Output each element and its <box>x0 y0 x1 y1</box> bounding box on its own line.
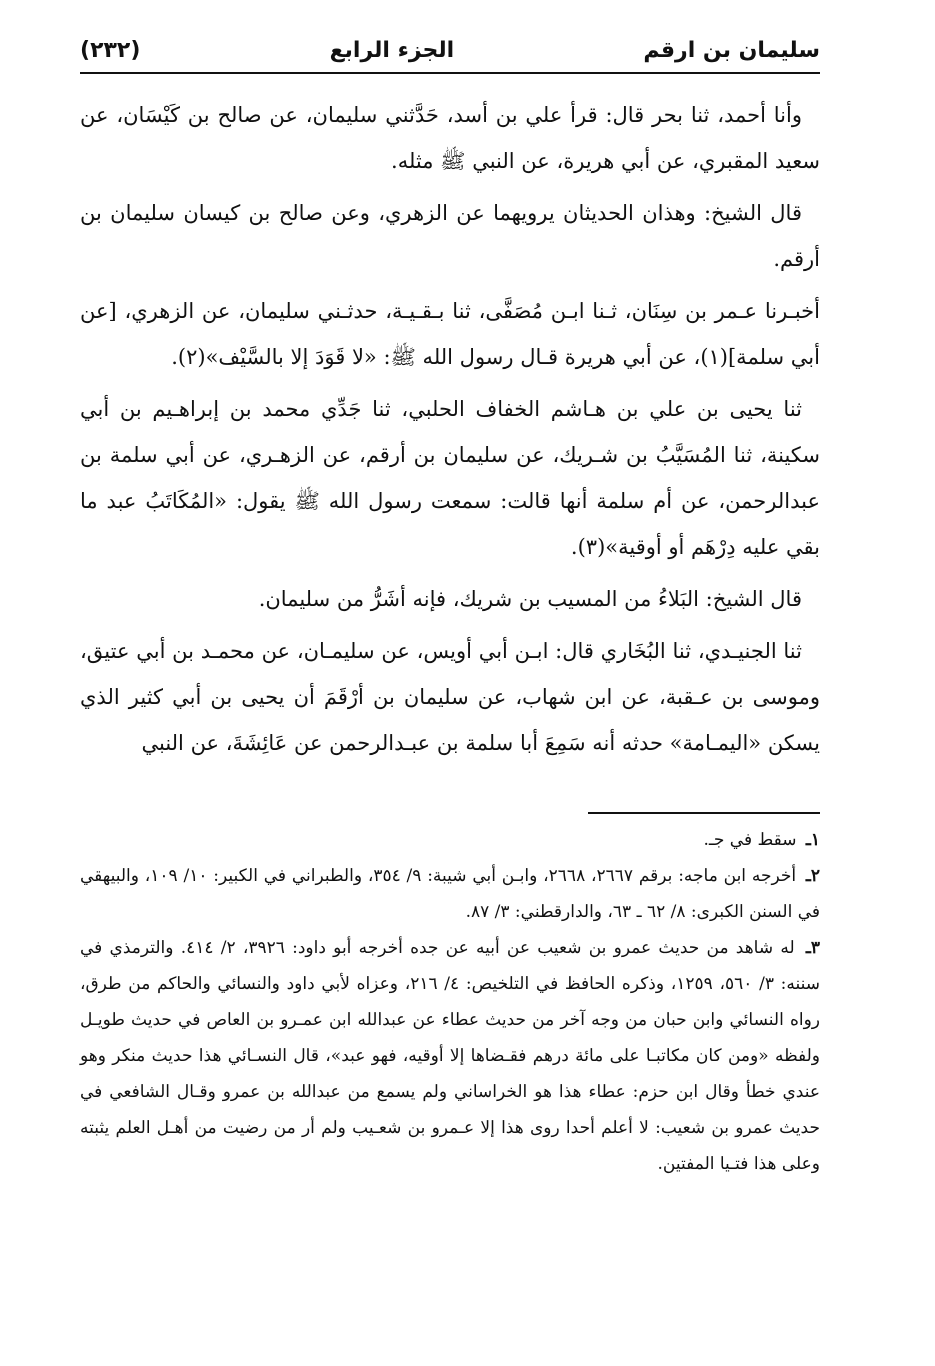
paragraph: قال الشيخ: وهذان الحديثان يرويهما عن الزهري، وعن صالح بن كيسان سليمان بن أرقم. <box>80 201 820 271</box>
paragraph: وأنا أحمد، ثنا بحر قال: قرأ علي بن أسد، حَدَّثني سليمان، عن صالح بن كَيْسَان، عن سعيد المقبري، عن أبي هريرة، عن النبي ﷺ مثله. <box>80 103 820 173</box>
paragraph: ثنا يحيى بن علي بن هـاشم الخفاف الحلبي، ثنا جَدِّي محمد بن إبراهـيم بن أبي سكينة، ثنا المُسَيَّبُ بن شـريك، عن سليمان بن أرقم، عن الزهـري، عن أبي سلمة بن عبدالرحمن، عن أم سلمة أنها قالت: سمعت رسول الله ﷺ يقول: «المُكَاتَبُ عبد ما بقي عليه دِرْهَم أو أوقية»(٣). <box>80 397 820 559</box>
footnote-3 <box>80 930 820 1182</box>
footnote-number: ١ـ <box>805 830 820 850</box>
footnote-number: ٣ـ <box>805 938 820 958</box>
page-number: (٢٣٢) <box>80 37 141 63</box>
footnote-text: أخرجه ابن ماجه: برقم ٢٦٦٧، ٢٦٦٨، وابـن أبي شيبة: ٩/ ٣٥٤، والطبراني في الكبير: ١٠/ ١٠٩، والبيهقي في السنن الكبرى: ٨/ ٦٢ ـ ٦٣، والدارقطني: ٣/ ٨٧. <box>80 866 820 922</box>
footnote-2 <box>80 858 820 930</box>
paragraph: قال الشيخ: البَلاءُ من المسيب بن شريك، فإنه أشَرُّ من سليمان. <box>258 587 802 611</box>
running-title: سليمان بن ارقم <box>643 37 820 63</box>
footnote-text: سقط في جـ. <box>703 830 797 850</box>
part-title: الجزء الرابع <box>329 37 455 63</box>
footnote-number: ٢ـ <box>805 866 820 886</box>
footnote-1 <box>80 822 820 858</box>
footnote-text: له شاهد من حديث عمرو بن شعيب عن أبيه عن جده أخرجه أبو داود: ٣٩٢٦، ٢/ ٤١٤. والترمذي في سننه: ٣/ ٥٦٠، ١٢٥٩، وذكره الحافظ في التلخيص: ٤/ ٢١٦، وعزاه لأبي داود والنسائي والحاكم من طرق، رواه النسائي وابن حبان من وجه آخر من حديث عطاء عن عبدالله ابن عمـرو بن العاص في حديث طويـل ولفظه «ومن كان مكاتبـا على مائة درهم فقـضاها إلا أوقيه، فهو عبد»، قال النسـائي هذا حديث منكر وهو عندي خطأ وقال ابن حزم: عطاء هذا هو الخراساني ولم يسمع من عبدالله بن عمرو وقـال الشافعي في حديث عمرو بن شعيب: لا أعلم أحدا روى هذا إلا عـمرو بن شعـيب ولم أر من رضيت من أهـل العلم يثبته وعلى هذا فتـيا المفتين. <box>80 938 821 1174</box>
paragraph: ثنا الجنيـدي، ثنا البُخَاري قال: ابـن أبي أويس، عن سليمـان، عن محمـد بن أبي عتيق، وموسى بن عـقبة، عن ابن شهاب، عن سليمان بن أرْقَمَ أن يحيى بن أبي كثير الذي يسكن «اليمـامة» حدثه أنه سَمِعَ أبا سلمة بن عبـدالرحمن عن عَائِشَةَ، عن النبي <box>80 639 820 755</box>
header-rule <box>80 72 820 74</box>
page-header <box>80 30 820 70</box>
main-text <box>80 92 820 772</box>
paragraph: أخبـرنا عـمر بن سِنَان، ثـنا ابـن مُصَفَّى، ثنا بـقـيـة، حدثـني سليمان، عن الزهري، [عن أبي سلمة](١)، عن أبي هريرة قـال رسول الله ﷺ: «لا قَوَدَ إلا بالسَّيْف»(٢). <box>80 299 820 369</box>
footnote-separator <box>588 812 820 814</box>
footnotes <box>80 822 820 1182</box>
